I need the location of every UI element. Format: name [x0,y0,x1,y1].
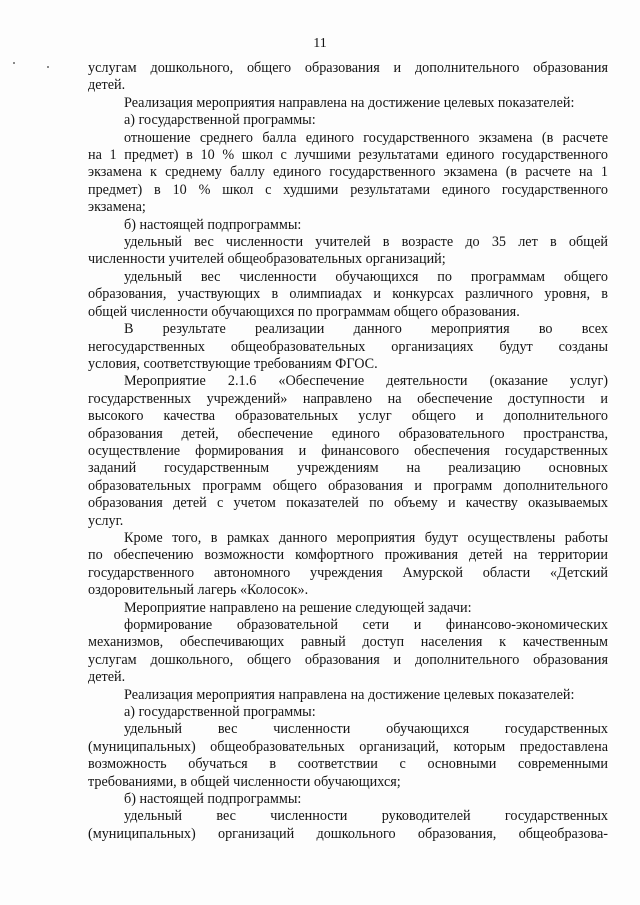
text-line: услугам дошкольного, общего образования и дополнительного образования [88,651,608,668]
text-line: Реализация мероприятия направлена на достижение целевых показателей: [124,686,575,703]
text-line: экзамена; [88,199,146,216]
text-line: услуг. [88,512,124,529]
text-line: формирование образовательной сети и финансово-экономических [124,617,608,633]
text-line: образования детей, обеспечение единого образовательного пространства, [88,425,608,442]
text-line: отношение среднего балла единого государственного экзамена (в расчете [124,129,608,146]
text-line: Мероприятие 2.1.6 «Обеспечение деятельности (оказание услуг) [124,373,608,390]
text-line: В результате реализации данного мероприятия во всех [124,321,608,338]
text-line: удельный вес численности руководителей государственных [124,808,608,825]
text-line: требованиями, в общей численности обучающихся; [88,773,401,790]
text-line: удельный вес численности обучающихся по программам общего [124,268,608,285]
text-line: (муниципальных) общеобразовательных организаций, которым предоставлена [88,738,608,755]
text-line: услугам дошкольного, общего образования и дополнительного образования [88,60,608,76]
text-line: Кроме того, в рамках данного мероприятия будут осуществлены работы [124,529,608,546]
text-line: государственного автономного учреждения Амурской области «Детский [88,564,608,581]
text-line: образовательных программ общего образования и программ дополнительного [88,477,608,494]
text-line: удельный вес численности обучающихся государственных [124,721,608,738]
text-line: заданий государственным учреждениям на реализацию основных [88,460,608,477]
text-line: механизмов, обеспечивающих равный доступ населения к качественным [88,634,608,651]
text-line: детей. [88,77,126,94]
text-line: государственных учреждений» направлено на обеспечение доступности и [88,390,608,407]
text-line: б) настоящей подпрограммы: [124,791,302,808]
text-line: (муниципальных) организаций дошкольного образования, общеобразова- [88,825,608,842]
text-line: высокого качества образовательных услуг общего и дополнительного [88,408,608,425]
text-line: Мероприятие направлено на решение следующей задачи: [124,599,472,616]
text-line: по обеспечению возможности комфортного проживания детей на территории [88,547,608,564]
text-line: возможность обучаться в соответствии с основными современными [88,756,608,773]
text-line: на 1 предмет) в 10 % школ с лучшими результатами единого государственного [88,147,608,164]
text-line: а) государственной программы: [124,112,316,129]
text-line: а) государственной программы: [124,704,316,721]
text-line: образования детей с учетом показателей по объему и качеству оказываемых [88,495,608,512]
text-line: численности учителей общеобразовательных организаций; [88,251,446,268]
text-line: экзамена к среднему баллу единого государственного экзамена (в расчете на 1 [88,164,608,181]
text-line: условия, соответствующие требованиям ФГОС. [88,355,378,372]
text-line: удельный вес численности учителей в возрасте до 35 лет в общей [124,234,608,251]
text-line: предмет) в 10 % школ с худшими результатами единого государственного [88,181,608,198]
text-line: детей. [88,669,126,686]
page-number: 11 [313,36,327,51]
document-body [88,60,608,843]
text-line: негосударственных общеобразовательных организациях будут созданы [88,338,608,355]
scan-speck [47,66,49,68]
text-line: общей численности обучающихся по программам общего образования. [88,303,520,320]
text-line: Реализация мероприятия направлена на достижение целевых показателей: [124,94,575,111]
scan-speck [13,62,15,64]
text-line: оздоровительный лагерь «Колосок». [88,582,309,599]
text-line: б) настоящей подпрограммы: [124,216,302,233]
text-line: осуществление формирования и финансового обеспечения государственных [88,442,608,459]
text-line: образования, участвующих в олимпиадах и конкурсах различного уровня, в [88,286,608,303]
